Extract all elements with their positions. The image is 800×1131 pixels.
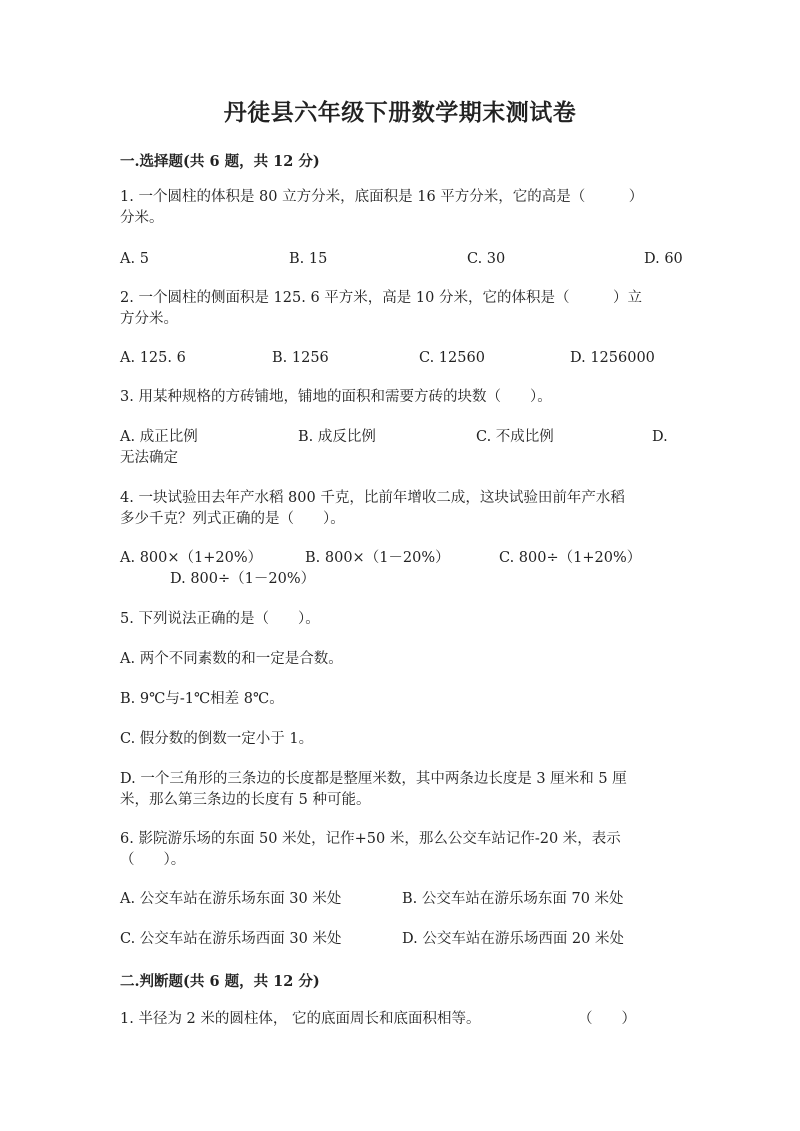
question-2-option-b: B. 1256 bbox=[272, 350, 329, 366]
question-3-option-a: A. 成正比例 bbox=[120, 429, 198, 445]
section-heading-choice: 一.选择题(共 6 题，共 12 分) bbox=[120, 153, 320, 170]
question-2-option-c: C. 12560 bbox=[419, 350, 485, 366]
section-heading-judgement: 二.判断题(共 6 题，共 12 分) bbox=[120, 973, 320, 990]
page-title: 丹徒县六年级下册数学期末测试卷 bbox=[223, 99, 577, 126]
question-3-option-b: B. 成反比例 bbox=[298, 429, 376, 445]
question-1-option-a: A. 5 bbox=[120, 251, 149, 267]
question-6-option-d: D. 公交车站在游乐场西面 20 米处 bbox=[402, 931, 624, 947]
question-6-option-c: C. 公交车站在游乐场西面 30 米处 bbox=[120, 931, 342, 947]
question-4-option-b: B. 800×（1－20%） bbox=[305, 550, 450, 566]
question-3-stem: 3. 用某种规格的方砖铺地，铺地的面积和需要方砖的块数（ ）。 bbox=[120, 389, 552, 405]
question-2-option-d: D. 1256000 bbox=[570, 350, 655, 366]
question-6-stem: 6. 影院游乐场的东面 50 米处，记作+50 米，那么公交车站记作-20 米，表示 bbox=[120, 831, 621, 847]
question-3-option-d: D. bbox=[652, 429, 668, 445]
question-1-stem: 1. 一个圆柱的体积是 80 立方分米，底面积是 16 平方分米，它的高是（ ） bbox=[120, 189, 644, 205]
question-2-stem: 2. 一个圆柱的侧面积是 125. 6 平方米，高是 10 分米，它的体积是（ ）立 bbox=[120, 290, 642, 306]
question-4-stem: 4. 一块试验田去年产水稻 800 千克，比前年增收二成，这块试验田前年产水稻 bbox=[120, 490, 625, 506]
question-2-stem-wrap: 方分米。 bbox=[120, 311, 178, 327]
question-4-option-c: C. 800÷（1+20%） bbox=[499, 550, 642, 566]
question-5-option-b: B. 9℃与-1℃相差 8℃。 bbox=[120, 691, 284, 707]
question-3-option-d-text: 无法确定 bbox=[120, 450, 178, 466]
question-5-option-d: D. 一个三角形的三条边的长度都是整厘米数，其中两条边长度是 3 厘米和 5 厘 bbox=[120, 771, 627, 787]
question-1-option-d: D. 60 bbox=[644, 251, 683, 267]
question-4-option-a: A. 800×（1+20%） bbox=[120, 550, 263, 566]
judgement-1-answer-blank[interactable]: （ ） bbox=[578, 1011, 636, 1027]
question-5-option-c: C. 假分数的倒数一定小于 1。 bbox=[120, 731, 314, 747]
question-2-option-a: A. 125. 6 bbox=[120, 350, 186, 366]
question-5-stem: 5. 下列说法正确的是（ ）。 bbox=[120, 611, 320, 627]
judgement-1-stem: 1. 半径为 2 米的圆柱体， 它的底面周长和底面积相等。 bbox=[120, 1011, 481, 1027]
question-5-option-d-wrap: 米，那么第三条边的长度有 5 种可能。 bbox=[120, 792, 371, 808]
question-1-option-c: C. 30 bbox=[467, 251, 506, 267]
question-5-option-a: A. 两个不同素数的和一定是合数。 bbox=[120, 651, 343, 667]
question-1-option-b: B. 15 bbox=[289, 251, 328, 267]
question-4-option-d: D. 800÷（1－20%） bbox=[170, 571, 316, 587]
question-6-option-a: A. 公交车站在游乐场东面 30 米处 bbox=[120, 891, 342, 907]
question-6-option-b: B. 公交车站在游乐场东面 70 米处 bbox=[402, 891, 624, 907]
question-4-stem-wrap: 多少千克？列式正确的是（ ）。 bbox=[120, 511, 345, 527]
question-1-stem-wrap: 分米。 bbox=[120, 210, 164, 226]
question-6-stem-wrap: （ ）。 bbox=[120, 852, 186, 868]
question-3-option-c: C. 不成比例 bbox=[476, 429, 554, 445]
